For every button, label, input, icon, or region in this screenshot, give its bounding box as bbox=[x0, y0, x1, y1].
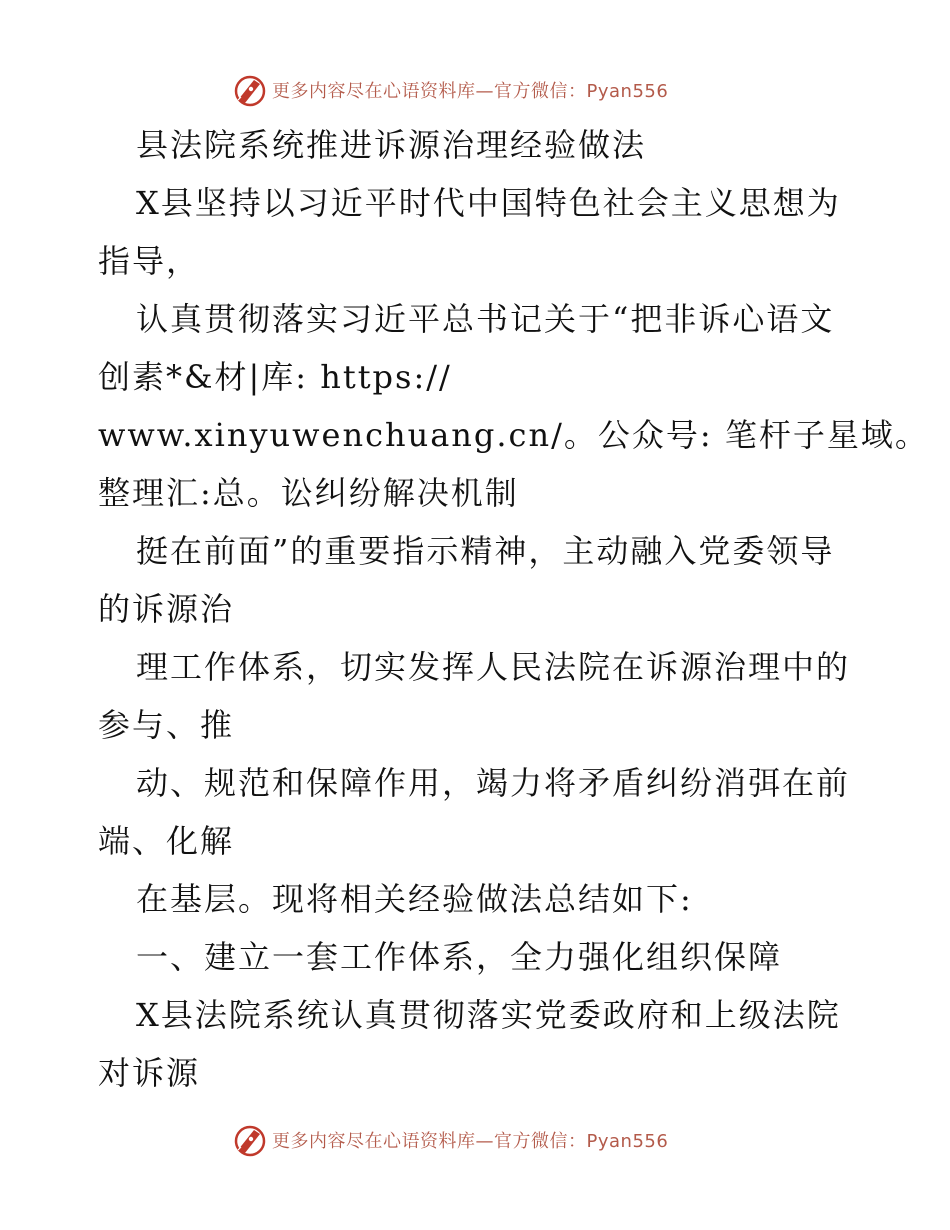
text-line: 认真贯彻落实习近平总书记关于“把非诉心语文 bbox=[136, 300, 835, 338]
text-line: 端、化解 bbox=[98, 822, 235, 860]
text-line: 挺在前面”的重要指示精神，主动融入党委领导 bbox=[136, 532, 835, 570]
footer-watermark-banner bbox=[232, 1122, 668, 1158]
document-body bbox=[98, 116, 929, 1102]
footer-watermark-text: 更多内容尽在心语资料库—官方微信：Pyan556 bbox=[272, 1131, 669, 1152]
text-line: 对诉源 bbox=[98, 1054, 201, 1092]
header-watermark-text: 更多内容尽在心语资料库—官方微信：Pyan556 bbox=[272, 81, 669, 102]
text-line: 动、规范和保障作用，竭力将矛盾纠纷消弭在前 bbox=[136, 764, 851, 802]
document-title: 县法院系统推进诉源治理经验做法 bbox=[136, 126, 647, 164]
text-line: 指导， bbox=[98, 242, 201, 280]
text-line: 理工作体系，切实发挥人民法院在诉源治理中的 bbox=[136, 648, 851, 686]
text-line: X县坚持以习近平时代中国特色社会主义思想为 bbox=[136, 184, 841, 222]
text-line: 一、建立一套工作体系，全力强化组织保障 bbox=[136, 938, 783, 976]
text-line: X县法院系统认真贯彻落实党委政府和上级法院 bbox=[136, 996, 841, 1034]
text-line: www.xinyuwenchuang.cn/。公众号: 笔杆子星域。 bbox=[98, 416, 929, 454]
text-line: 创素*&材|库: https:// bbox=[98, 358, 452, 396]
text-line: 的诉源治 bbox=[98, 590, 235, 628]
header-watermark-banner bbox=[232, 72, 668, 108]
text-line: 参与、推 bbox=[98, 706, 235, 744]
text-line: 整理汇:总。讼纠纷解决机制 bbox=[98, 474, 519, 512]
pen-nib-circle-logo-icon bbox=[232, 1122, 268, 1158]
text-line: 在基层。现将相关经验做法总结如下: bbox=[136, 880, 693, 918]
pen-nib-circle-logo-icon bbox=[232, 72, 268, 108]
